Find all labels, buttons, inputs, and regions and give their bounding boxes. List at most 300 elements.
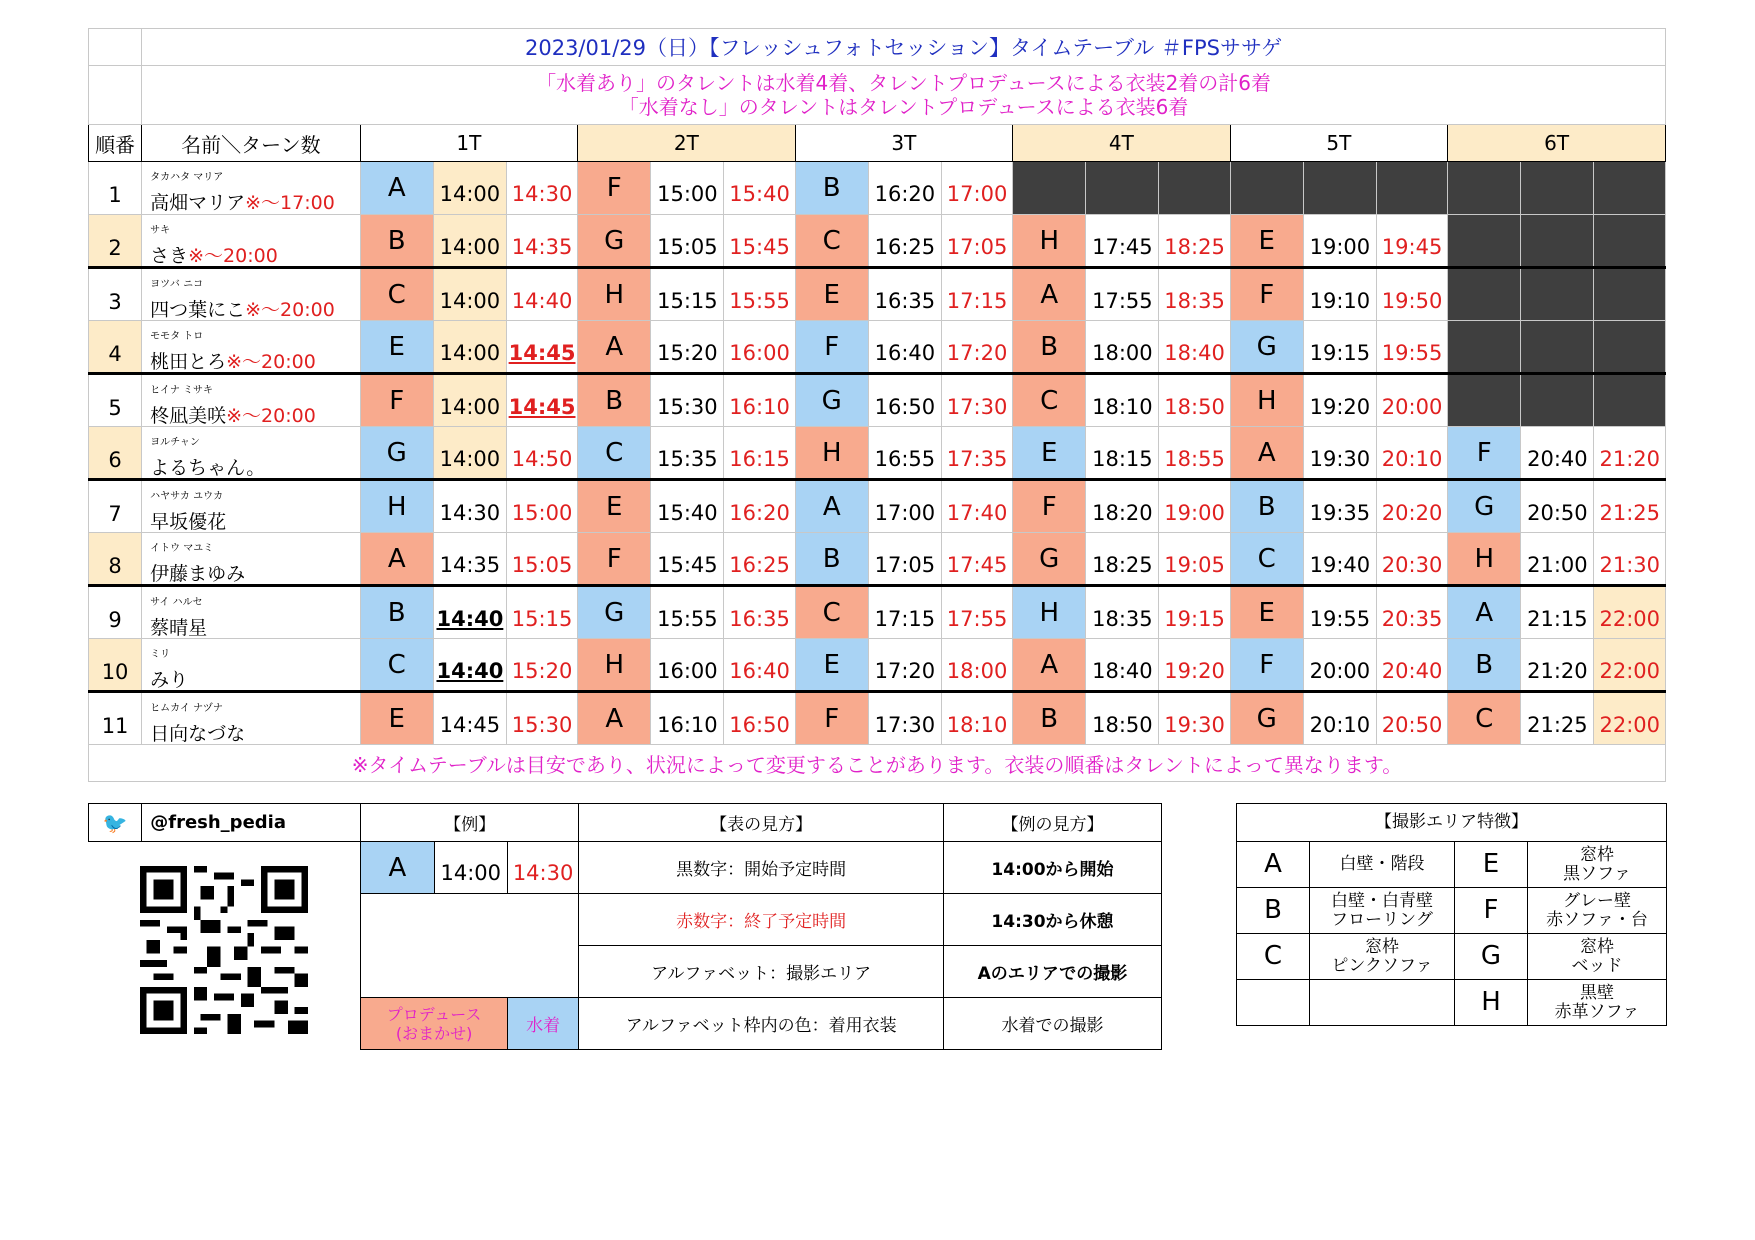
start-time: 21:20 — [1521, 639, 1594, 692]
blocked-cell — [1521, 321, 1594, 374]
start-time: 16:55 — [868, 427, 941, 480]
end-time: 14:30 — [506, 162, 577, 215]
start-time: 15:55 — [651, 586, 724, 639]
end-time: 20:00 — [1376, 374, 1447, 427]
table-row — [89, 639, 1666, 692]
talent-name-cell — [142, 586, 361, 639]
talent-kana: ヨツバ ニコ — [150, 279, 204, 290]
talent-name: 桃田とろ※～20:00 — [150, 351, 316, 373]
start-time: 18:20 — [1086, 480, 1159, 533]
end-time: 19:45 — [1376, 215, 1447, 268]
area-letter: G — [578, 215, 651, 268]
area-letter: G — [1230, 321, 1303, 374]
talent-name: みり — [150, 669, 189, 691]
blocked-cell — [1013, 162, 1086, 215]
talent-name-cell — [142, 374, 361, 427]
blocked-cell — [1521, 162, 1594, 215]
talent-note: ※～20:00 — [226, 405, 316, 427]
area-letter: G — [1448, 480, 1521, 533]
talent-name-cell — [142, 639, 361, 692]
notes — [142, 66, 1666, 125]
row-number: 9 — [89, 586, 142, 639]
area-row — [1237, 842, 1667, 888]
end-time: 18:35 — [1159, 268, 1230, 321]
area-letter: E — [360, 692, 433, 745]
header-order: 順番 — [89, 125, 142, 162]
area-letter: G — [795, 374, 868, 427]
example-header: 【例】 — [361, 804, 579, 842]
example-howto-header: 【例の見方】 — [943, 804, 1161, 842]
area-features — [1236, 803, 1667, 1026]
talent-note: ※～20:00 — [226, 351, 316, 373]
row-number: 8 — [89, 533, 142, 586]
table-row — [89, 374, 1666, 427]
area-letter: F — [1448, 427, 1521, 480]
area-letter: F — [578, 533, 651, 586]
area-letter: C — [360, 639, 433, 692]
end-time: 17:55 — [941, 586, 1012, 639]
table-row — [89, 321, 1666, 374]
area-letter: A — [360, 162, 433, 215]
end-time: 18:55 — [1159, 427, 1230, 480]
end-time: 16:25 — [724, 533, 795, 586]
blocked-cell — [1230, 162, 1303, 215]
row-number: 11 — [89, 692, 142, 745]
header-name-turn: 名前＼ターン数 — [142, 125, 361, 162]
talent-name: 柊凪美咲※～20:00 — [150, 405, 316, 427]
start-time: 17:30 — [868, 692, 941, 745]
talent-name-cell — [142, 427, 361, 480]
start-time: 16:00 — [651, 639, 724, 692]
page-title: 2023/01/29（日）【フレッシュフォトセッション】タイムテーブル ＃FPSササゲ — [142, 29, 1666, 66]
row-number: 7 — [89, 480, 142, 533]
area-letter: B — [1448, 639, 1521, 692]
table-row — [89, 215, 1666, 268]
start-time: 14:00 — [433, 162, 506, 215]
start-time: 17:00 — [868, 480, 941, 533]
talent-name: 四つ葉にこ※～20:00 — [150, 299, 335, 321]
area-letter: G — [360, 427, 433, 480]
row-number: 10 — [89, 639, 142, 692]
end-time: 21:30 — [1594, 533, 1666, 586]
area-key — [1237, 980, 1310, 1026]
blocked-cell — [1448, 162, 1521, 215]
area-letter: C — [1448, 692, 1521, 745]
area-row — [1237, 888, 1667, 934]
area-letter: H — [795, 427, 868, 480]
end-time: 19:15 — [1159, 586, 1230, 639]
start-time: 15:35 — [651, 427, 724, 480]
area-letter: A — [1448, 586, 1521, 639]
start-time: 20:10 — [1303, 692, 1376, 745]
area-row — [1237, 934, 1667, 980]
legend-ex-end: 14:30から休憩 — [943, 894, 1161, 946]
area-letter: A — [578, 321, 651, 374]
start-time: 19:15 — [1303, 321, 1376, 374]
start-time: 18:10 — [1086, 374, 1159, 427]
area-letter: A — [1013, 268, 1086, 321]
area-key: E — [1455, 842, 1528, 888]
area-value: 白壁・階段 — [1310, 842, 1455, 888]
end-time: 21:20 — [1594, 427, 1666, 480]
start-time: 16:40 — [868, 321, 941, 374]
area-letter: A — [578, 692, 651, 745]
area-value: 窓枠 黒ソファ — [1528, 842, 1667, 888]
end-time: 17:20 — [941, 321, 1012, 374]
area-letter: B — [360, 586, 433, 639]
end-time: 20:10 — [1376, 427, 1447, 480]
end-time: 14:45 — [506, 374, 577, 427]
talent-name-cell — [142, 533, 361, 586]
end-time: 17:30 — [941, 374, 1012, 427]
blocked-cell — [1159, 162, 1230, 215]
blocked-cell — [1303, 162, 1376, 215]
example-end: 14:30 — [507, 842, 578, 894]
area-letter: A — [795, 480, 868, 533]
end-time: 19:55 — [1376, 321, 1447, 374]
talent-name-cell — [142, 268, 361, 321]
end-time: 14:45 — [506, 321, 577, 374]
talent-note: ※～20:00 — [188, 245, 278, 267]
area-letter: C — [1013, 374, 1086, 427]
talent-kana: ヒイナ ミサキ — [150, 385, 214, 396]
talent-name-cell — [142, 480, 361, 533]
talent-note: ※～17:00 — [245, 192, 335, 214]
start-time: 15:05 — [651, 215, 724, 268]
qr-code-icon[interactable] — [140, 866, 308, 1034]
blocked-cell — [1594, 268, 1666, 321]
legend-ex-area: Aのエリアでの撮影 — [943, 946, 1161, 998]
start-time: 14:30 — [433, 480, 506, 533]
header-turn-3: 3T — [795, 125, 1013, 162]
area-letter: E — [1013, 427, 1086, 480]
area-header: 【撮影エリア特徴】 — [1237, 804, 1667, 842]
start-time: 18:15 — [1086, 427, 1159, 480]
end-time: 17:15 — [941, 268, 1012, 321]
area-letter: E — [795, 268, 868, 321]
area-letter: C — [360, 268, 433, 321]
example-letter: A — [361, 842, 434, 894]
area-letter: C — [795, 215, 868, 268]
blocked-cell — [1594, 374, 1666, 427]
end-time: 17:00 — [941, 162, 1012, 215]
legend-desc-color: アルファベット枠内の色：着用衣装 — [579, 998, 944, 1050]
table-row — [89, 427, 1666, 480]
area-letter: G — [578, 586, 651, 639]
talent-kana: サイ ハルセ — [150, 597, 203, 608]
talent-name: さき※～20:00 — [150, 245, 278, 267]
note-line-2: 「水着なし」のタレントはタレントプロデュースによる衣装6着 — [618, 95, 1189, 119]
area-letter: C — [1230, 533, 1303, 586]
area-value: 白壁・白青壁 フローリング — [1310, 888, 1455, 934]
area-key: F — [1455, 888, 1528, 934]
start-time: 15:30 — [651, 374, 724, 427]
end-time: 18:00 — [941, 639, 1012, 692]
end-time: 14:35 — [506, 215, 577, 268]
end-time: 18:40 — [1159, 321, 1230, 374]
talent-kana: ハヤサカ ユウカ — [150, 491, 224, 502]
note-line-1: 「水着あり」のタレントは水着4着、タレントプロデュースによる衣装2着の計6着 — [536, 71, 1272, 95]
example-start: 14:00 — [434, 842, 507, 894]
end-time: 19:50 — [1376, 268, 1447, 321]
start-time: 14:40 — [433, 586, 506, 639]
blocked-cell — [1521, 215, 1594, 268]
blocked-cell — [1594, 321, 1666, 374]
end-time: 17:35 — [941, 427, 1012, 480]
twitter-handle[interactable]: @fresh_pedia — [142, 804, 361, 842]
end-time: 15:05 — [506, 533, 577, 586]
area-key: H — [1455, 980, 1528, 1026]
end-time: 20:40 — [1376, 639, 1447, 692]
start-time: 16:50 — [868, 374, 941, 427]
blocked-cell — [1594, 215, 1666, 268]
area-letter: E — [578, 480, 651, 533]
talent-kana: イトウ マユミ — [150, 543, 214, 554]
end-time: 21:25 — [1594, 480, 1666, 533]
legend-produce: プロデュース (おまかせ) — [361, 998, 508, 1050]
end-time: 16:00 — [724, 321, 795, 374]
blocked-cell — [1521, 268, 1594, 321]
end-time: 22:00 — [1594, 692, 1666, 745]
area-letter: B — [1230, 480, 1303, 533]
start-time: 14:00 — [433, 321, 506, 374]
start-time: 18:00 — [1086, 321, 1159, 374]
blocked-cell — [1448, 321, 1521, 374]
timetable-body — [89, 162, 1666, 745]
area-letter: B — [360, 215, 433, 268]
disclaimer: ※タイムテーブルは目安であり、状況によって変更することがあります。衣装の順番はタレントによって異なります。 — [89, 745, 1666, 782]
table-row — [89, 268, 1666, 321]
talent-name-cell — [142, 321, 361, 374]
start-time: 17:20 — [868, 639, 941, 692]
header-row — [89, 125, 1666, 162]
blocked-cell — [1376, 162, 1447, 215]
start-time: 20:50 — [1521, 480, 1594, 533]
end-time: 14:50 — [506, 427, 577, 480]
area-key: B — [1237, 888, 1310, 934]
row-number: 1 — [89, 162, 142, 215]
table-row — [89, 480, 1666, 533]
talent-name-cell — [142, 215, 361, 268]
start-time: 19:40 — [1303, 533, 1376, 586]
start-time: 18:35 — [1086, 586, 1159, 639]
start-time: 14:00 — [433, 215, 506, 268]
start-time: 14:40 — [433, 639, 506, 692]
end-time: 19:30 — [1159, 692, 1230, 745]
area-letter: B — [795, 533, 868, 586]
end-time: 19:05 — [1159, 533, 1230, 586]
talent-note: ※～20:00 — [245, 299, 335, 321]
end-time: 15:45 — [724, 215, 795, 268]
area-key: C — [1237, 934, 1310, 980]
end-time: 15:00 — [506, 480, 577, 533]
end-time: 18:50 — [1159, 374, 1230, 427]
area-letter: F — [578, 162, 651, 215]
area-letter: E — [360, 321, 433, 374]
start-time: 14:00 — [433, 374, 506, 427]
blocked-cell — [1448, 215, 1521, 268]
start-time: 15:20 — [651, 321, 724, 374]
start-time: 17:55 — [1086, 268, 1159, 321]
start-time: 17:15 — [868, 586, 941, 639]
start-time: 21:00 — [1521, 533, 1594, 586]
end-time: 15:30 — [506, 692, 577, 745]
end-time: 22:00 — [1594, 639, 1666, 692]
area-letter: H — [1013, 586, 1086, 639]
talent-kana: ミリ — [150, 649, 171, 660]
talent-kana: タカハタ マリア — [150, 172, 224, 183]
header-turn-5: 5T — [1230, 125, 1448, 162]
legend-ex-color: 水着での撮影 — [943, 998, 1161, 1050]
header-turn-4: 4T — [1013, 125, 1231, 162]
start-time: 15:15 — [651, 268, 724, 321]
legend-desc-end: 赤数字：終了予定時間 — [579, 894, 944, 946]
start-time: 18:40 — [1086, 639, 1159, 692]
timetable — [88, 28, 1666, 782]
end-time: 16:10 — [724, 374, 795, 427]
legend-ex-start: 14:00から開始 — [943, 842, 1161, 894]
area-letter: F — [360, 374, 433, 427]
row-number: 5 — [89, 374, 142, 427]
row-number: 4 — [89, 321, 142, 374]
start-time: 18:50 — [1086, 692, 1159, 745]
start-time: 17:05 — [868, 533, 941, 586]
talent-name: よるちゃん。 — [150, 457, 266, 479]
start-time: 19:55 — [1303, 586, 1376, 639]
area-letter: E — [795, 639, 868, 692]
start-time: 19:10 — [1303, 268, 1376, 321]
start-time: 16:35 — [868, 268, 941, 321]
area-value: 窓枠 ベッド — [1528, 934, 1667, 980]
area-letter: B — [1013, 692, 1086, 745]
area-letter: H — [1448, 533, 1521, 586]
start-time: 15:40 — [651, 480, 724, 533]
area-letter: H — [578, 268, 651, 321]
area-letter: H — [1013, 215, 1086, 268]
area-value: 黒壁 赤革ソファ — [1528, 980, 1667, 1026]
area-letter: A — [1013, 639, 1086, 692]
area-letter: A — [360, 533, 433, 586]
start-time: 19:30 — [1303, 427, 1376, 480]
end-time: 15:55 — [724, 268, 795, 321]
start-time: 21:25 — [1521, 692, 1594, 745]
blocked-cell — [1086, 162, 1159, 215]
blocked-cell — [1448, 374, 1521, 427]
end-time: 16:50 — [724, 692, 795, 745]
area-letter: B — [795, 162, 868, 215]
area-letter: C — [795, 586, 868, 639]
talent-name: 蔡晴星 — [150, 617, 208, 639]
blocked-cell — [1594, 162, 1666, 215]
legend-swimsuit: 水着 — [507, 998, 578, 1050]
end-time: 20:35 — [1376, 586, 1447, 639]
start-time: 16:25 — [868, 215, 941, 268]
area-letter: G — [1230, 692, 1303, 745]
area-letter: A — [1230, 427, 1303, 480]
start-time: 21:15 — [1521, 586, 1594, 639]
end-time: 19:00 — [1159, 480, 1230, 533]
header-turn-6: 6T — [1448, 125, 1666, 162]
area-key: G — [1455, 934, 1528, 980]
area-letter: B — [1013, 321, 1086, 374]
area-letter: C — [578, 427, 651, 480]
start-time: 15:00 — [651, 162, 724, 215]
area-value: グレー壁 赤ソファ・台 — [1528, 888, 1667, 934]
end-time: 19:20 — [1159, 639, 1230, 692]
end-time: 20:30 — [1376, 533, 1447, 586]
end-time: 20:50 — [1376, 692, 1447, 745]
area-letter: F — [1230, 639, 1303, 692]
area-value — [1310, 980, 1455, 1026]
header-turn-1: 1T — [360, 125, 578, 162]
talent-kana: モモタ トロ — [150, 331, 204, 342]
start-time: 20:00 — [1303, 639, 1376, 692]
area-letter: F — [795, 321, 868, 374]
area-letter: E — [1230, 586, 1303, 639]
end-time: 16:40 — [724, 639, 795, 692]
blocked-cell — [1521, 374, 1594, 427]
start-time: 14:00 — [433, 427, 506, 480]
start-time: 19:35 — [1303, 480, 1376, 533]
start-time: 19:20 — [1303, 374, 1376, 427]
end-time: 20:20 — [1376, 480, 1447, 533]
talent-name-cell — [142, 692, 361, 745]
talent-kana: サキ — [150, 225, 171, 236]
table-row — [89, 162, 1666, 215]
end-time: 22:00 — [1594, 586, 1666, 639]
area-letter: H — [1230, 374, 1303, 427]
end-time: 18:10 — [941, 692, 1012, 745]
start-time: 16:20 — [868, 162, 941, 215]
start-time: 17:45 — [1086, 215, 1159, 268]
blocked-cell — [1448, 268, 1521, 321]
end-time: 14:40 — [506, 268, 577, 321]
end-time: 17:45 — [941, 533, 1012, 586]
end-time: 16:20 — [724, 480, 795, 533]
start-time: 14:00 — [433, 268, 506, 321]
twitter-icon: 🐦 — [89, 804, 142, 842]
area-key: A — [1237, 842, 1310, 888]
start-time: 15:45 — [651, 533, 724, 586]
area-letter: H — [578, 639, 651, 692]
talent-kana: ヒムカイ ナヅナ — [150, 703, 223, 714]
start-time: 18:25 — [1086, 533, 1159, 586]
talent-name: 日向なづな — [150, 723, 246, 745]
talent-kana: ヨルチャン — [150, 437, 200, 448]
row-number: 3 — [89, 268, 142, 321]
table-row — [89, 533, 1666, 586]
area-letter: E — [1230, 215, 1303, 268]
row-number: 2 — [89, 215, 142, 268]
start-time: 20:40 — [1521, 427, 1594, 480]
legend-desc-start: 黒数字：開始予定時間 — [579, 842, 944, 894]
end-time: 17:40 — [941, 480, 1012, 533]
start-time: 16:10 — [651, 692, 724, 745]
legend-desc-area: アルファベット：撮影エリア — [579, 946, 944, 998]
talent-name: 早坂優花 — [150, 511, 227, 533]
area-letter: F — [795, 692, 868, 745]
start-time: 14:45 — [433, 692, 506, 745]
area-letter: H — [360, 480, 433, 533]
end-time: 18:25 — [1159, 215, 1230, 268]
area-letter: F — [1013, 480, 1086, 533]
area-row — [1237, 980, 1667, 1026]
end-time: 15:40 — [724, 162, 795, 215]
end-time: 15:15 — [506, 586, 577, 639]
table-row — [89, 692, 1666, 745]
talent-name: 伊藤まゆみ — [150, 563, 246, 585]
table-row — [89, 586, 1666, 639]
